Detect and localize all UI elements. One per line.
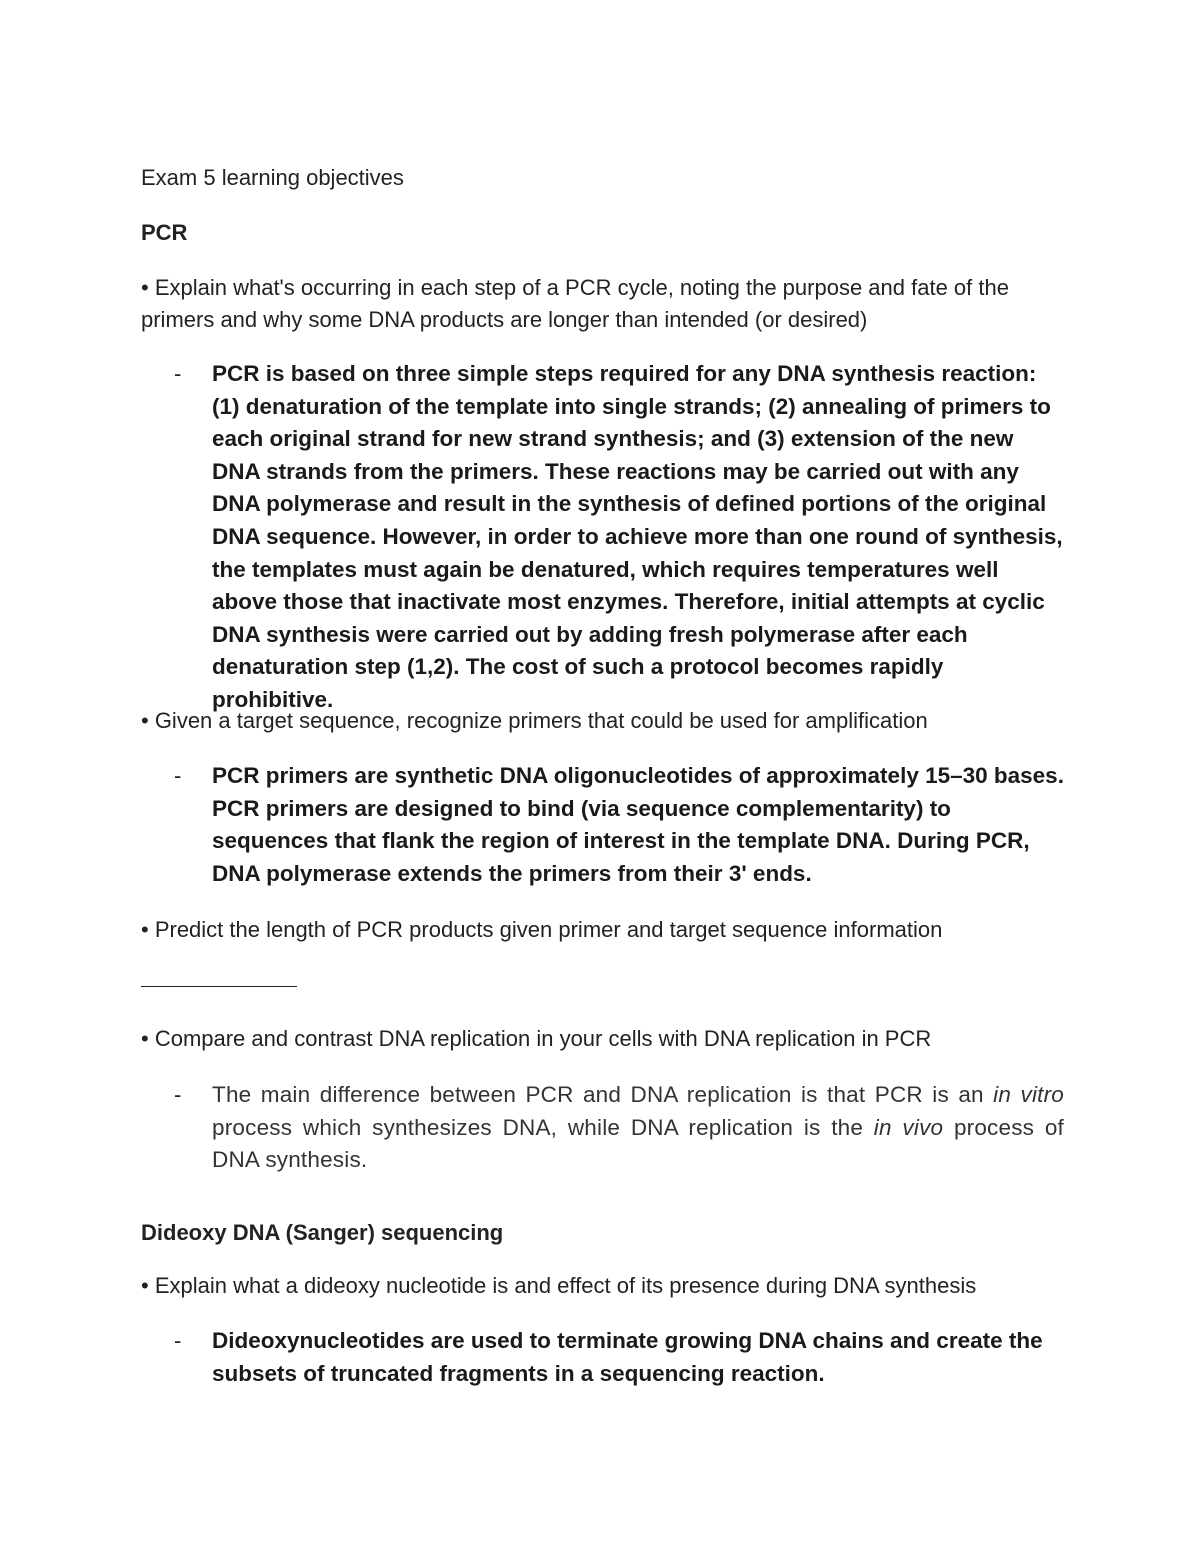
dash-marker: - [174, 361, 182, 386]
answer-text: Dideoxynucleotides are used to terminate growing DNA chains and create the subsets of truncated fragments in a sequencing reaction. [212, 1328, 1043, 1386]
answer-text [212, 1079, 1064, 1177]
document-title: Exam 5 learning objectives [141, 165, 404, 190]
objective-pcr-cycle: • Explain what's occurring in each step of a PCR cycle, noting the purpose and fate of the primers and why some DNA products are longer than intended (or desired) [141, 275, 1009, 332]
answer-italic-term: in vitro [993, 1082, 1065, 1107]
dash-marker: - [174, 763, 182, 788]
dash-marker: - [174, 1082, 182, 1107]
answer-pcr-cycle [174, 358, 1064, 717]
objective-recognize-primers: • Given a target sequence, recognize primers that could be used for amplification [141, 708, 928, 733]
answer-italic-term: in vivo [873, 1114, 944, 1140]
answer-text-part: The main difference between PCR and DNA replication is that PCR is an [212, 1082, 994, 1107]
objective-predict-length: • Predict the length of PCR products given primer and target sequence information [141, 917, 943, 942]
answer-dideoxy-nucleotide [174, 1325, 1064, 1390]
answer-text: PCR primers are synthetic DNA oligonucleotides of approximately 15–30 bases. PCR primers are designed to bind (via sequence complementarity) to sequences that flank the region of interest in the template DNA. During PCR, DNA polymerase extends the primers from their 3' ends. [212, 763, 1064, 886]
answer-recognize-primers [174, 760, 1064, 890]
answer-text: PCR is based on three simple steps required for any DNA synthesis reaction: (1) denaturation of the template into single strands; (2) annealing of primers to each original strand for new strand synthesis; and (3) extension of the new DNA strands from the primers. These reactions may be carried out with any DNA polymerase and result in the synthesis of defined portions of the original DNA sequence. However, in order to achieve more than one round of synthesis, the templates must again be denatured, which requires temperatures well above those that inactivate most enzymes. Therefore, initial attempts at cyclic DNA synthesis were carried out by adding fresh polymerase after each denaturation step (1,2). The cost of such a protocol becomes rapidly prohibitive. [212, 361, 1063, 712]
dash-marker: - [174, 1328, 182, 1353]
answer-text-part: process which synthesizes DNA, while DNA replication is the [212, 1114, 874, 1140]
objective-compare-replication: • Compare and contrast DNA replication in your cells with DNA replication in PCR [141, 1026, 932, 1051]
answer-compare-replication [174, 1079, 1064, 1177]
section-heading-sanger: Dideoxy DNA (Sanger) sequencing [141, 1220, 504, 1245]
answer-text-part: process of DNA synthesis. [212, 1114, 1064, 1173]
separator-line [141, 986, 297, 987]
objective-dideoxy-nucleotide: • Explain what a dideoxy nucleotide is and effect of its presence during DNA synthesis [141, 1273, 977, 1298]
section-heading-pcr: PCR [141, 220, 188, 245]
